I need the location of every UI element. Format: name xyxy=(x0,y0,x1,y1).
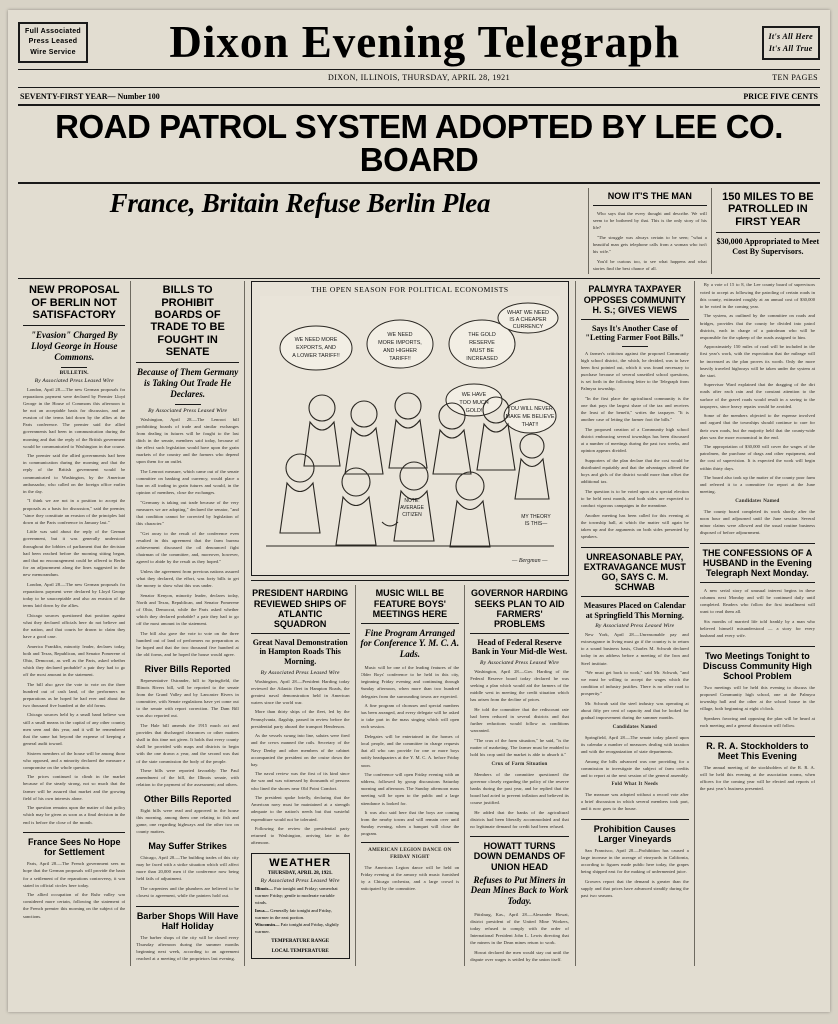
now-its-the-man-text: Who says that the every thought and describe. We will seem to be bothered by that. This is the only story of his life? "The struggle was always certain to be seen; "what a beautiful man gets telephone calls from a woman who isn't his wife." You'd be curious too, to see what happens and what stories find the best chance of all. xyxy=(592,211,707,271)
cartoon-title: THE OPEN SEASON FOR POLITICAL ECONOMISTS xyxy=(310,285,509,295)
c3-sub-b: Fine Program Arranged for Conference Y. M. C. A. Lads. xyxy=(360,627,460,660)
column-4 xyxy=(575,281,694,965)
svg-text:AND HIGHER: AND HIGHER xyxy=(382,348,417,355)
svg-text:IS THIS—: IS THIS— xyxy=(524,521,548,528)
dateline-rule xyxy=(18,87,820,88)
c1-body: London, April 28.—The new German proposals for reparations payment were declared by Premier Lloyd George in the House of Commons this afternoon to be not an acceptable basis for discussion, and an evasion of the terms laid down by the allies at the Paris conference. The premier said the allied governments had been in communication during the morning and that the reply of the British government would be communicated to Washington in due course. The premier said the allied governments had been in communication during the morning and that the reply of the British government would be communicated to Washington, by the American ambassador, who called on the foreign office earlier in the day. "I think we are not in a position to accept the proposals as a basis for discussion," said the premier, "since they constitute an evasion of the principles laid down at the Paris conference in January last." Little was said about the reply of the German government, but it was generally understood throughout the lobbies of parliament that the decision had been reached before the morning sitting began, and that no encouragement could be offered to Berlin for an adjournment along the lines suggested in the new memorandum. London, April 28.—The new German proposals for reparations payment were declared by Lloyd George today to be unacceptable and also an evasion of the terms laid down by the allies. Chicago sources questioned that position against what they declared officials here do not believe and the nation, and that courts be drawn to claim they have a good case. America Franklin, minority leader, declares today, both and Texas, Republican, and Senator Pomerene of Ohio, Democrat, as well as the Paris, asked whether which they declared probable? a pair they had to go off the most amount in the statement. The bill also gave the vote to vote on the three hundred out of cash land, of the performers no preparations as he hoped he had ever and about the two thousand five hundred at the old forms. Chicago sources held by a small band believe was still a small means in the capital of any other country men seen and this year, and it will be remembered that the same hat beyond the expense of keeping a general audit toward. Sixteen members of the house will be among those who opposed, and a minority declared the measure a compromise on the whole question. The prices continued to climb in the market because of the steady strong, not so much that the farmer will be assured that market and the growing field of his own interests alone. The question remains upon the matter of that policy which may be given as soon as a final decision in the end is before the close of the month. xyxy=(23,386,126,825)
svg-text:TOO MUCH: TOO MUCH xyxy=(459,400,489,407)
svg-text:GOLD!: GOLD! xyxy=(465,408,483,415)
newspaper-sheet xyxy=(8,10,830,1012)
now-its-the-man-headline: NOW IT'S THE MAN xyxy=(607,191,692,201)
weather-date: THURSDAY, APRIL 28, 1921. xyxy=(267,870,333,876)
c3-headline-b: MUSIC WILL BE FEATURE BOYS' MEETINGS HERE xyxy=(372,588,448,619)
c1-headline-2: France Sees No Hope for Settlement xyxy=(27,837,121,858)
price: PRICE FIVE CENTS xyxy=(743,92,818,101)
svg-text:WE NEED MORE: WE NEED MORE xyxy=(294,337,338,344)
editorial-cartoon xyxy=(251,281,569,576)
c4-headline: PALMYRA TAXPAYER OPPOSES COMMUNITY H. S.; GIVES VIEWS xyxy=(583,284,686,315)
weather-item-iowa: Iowa— xyxy=(254,907,270,913)
svg-text:CITIZEN: CITIZEN xyxy=(402,512,422,519)
svg-text:IS A CHEAPER: IS A CHEAPER xyxy=(509,317,547,324)
c2-body-5: The barber shops of the city will be closed every Thursday afternoon during the summer months beginning next week, according to an agreement reached at a meeting of the proprietors last evening. xyxy=(136,934,239,962)
crux-subhead: Crux of Farm Situation xyxy=(491,761,548,767)
svg-text:WE HAVE: WE HAVE xyxy=(461,392,487,399)
c5-confessions-headline: THE CONFESSIONS OF A HUSBAND in the Evening Telegraph Next Monday. xyxy=(702,547,813,578)
dateline xyxy=(18,72,820,83)
c5-meetings-headline: Two Meetings Tonight to Discuss Community High School Problem xyxy=(702,650,812,681)
column-1 xyxy=(18,281,130,965)
fold-subhead: Fold What It Needs xyxy=(611,782,659,788)
c1-headline: NEW PROPOSAL OF BERLIN NOT SATISFACTORY xyxy=(28,284,120,322)
secondary-headline: France, Britain Refuse Berlin Plea xyxy=(109,188,491,218)
c4-headline-3: Prohibition Causes Larger Vineyards xyxy=(593,823,676,844)
c2-credit: By Associated Press Leased Wire xyxy=(148,407,228,414)
c2-body-4: Chicago, April 28.—The building trades of this city may be faced with a strike situation which will affect more than 20,000 men if the conference now being held fails of adjustment. The carpenters and the plumbers are believed to be closest to agreement, while the painters hold out. xyxy=(136,855,239,899)
svg-text:YOU WILL NEVER: YOU WILL NEVER xyxy=(507,406,553,413)
subline xyxy=(18,90,820,101)
banner-rule-top xyxy=(18,104,820,106)
150-miles-sub: $30,000 Appropriated to Meet Cost By Supervisors. xyxy=(716,236,820,256)
column-5 xyxy=(694,281,820,965)
c3-body-a: Washington, April 28.—President Harding today reviewed the Atlantic fleet in Hampton Roads, the greatest naval demonstration held in American waters since the world war. More than thirty ships of the fleet, led by the Pennsylvania, flagship, passed in review before the presidential party aboard the transport Henderson. As the vessels swung into line, salutes were fired and the crews manned the rails. Secretary of the Navy Denby and other members of the cabinet accompanied the president on the cruise down the bay. The naval review was the first of its kind since the war and was witnessed by thousands of persons who lined the shores near Old Point Comfort. The president spoke briefly, declaring that the American navy must be maintained at a strength adequate to the nation's needs but that wasteful expenditure would not be tolerated. Following the review the presidential party returned to Washington, arriving late in the afternoon. xyxy=(250,678,350,846)
weather-credit: By Associated Press Leased Wire xyxy=(260,877,340,884)
main-headline: ROAD PATROL SYSTEM ADOPTED BY LEE CO. BOARD xyxy=(55,108,783,178)
c4-body-2: New York, April 28.—Unreasonable pay and extravagance in living must go if the country is to return to a sound business basis, Charles M. Schwab declared today in an address before a meeting of the Iron and Steel institute. "We must get back to work," said Mr. Schwab, "and we must be willing to accept the wages which the condition of industry justifies. There is no other road to prosperity." Mr. Schwab said the steel industry was operating at about fifty per cent of capacity and that he looked for gradual improvement during the summer months. Candidates Named Springfield, April 28.—The senate today placed upon its calendar a number of measures dealing with taxation and with the reorganization of state departments. Among the bills advanced was one providing for a commission to investigate the subject of farm credits and to report at the next session of the general assembly. Fold What It Needs The measure was adopted without a record vote after a brief discussion in which several members took part, and it now goes to the house. xyxy=(580,632,689,812)
masthead-rule xyxy=(18,69,820,70)
c1-bulletin-label: BULLETIN. xyxy=(59,370,89,376)
c2-headline-3: Other Bills Reported xyxy=(143,793,232,804)
c5-body: By a vote of 15 to 8, the Lee county board of supervisors voted to accept as following the patroling of certain roads in this county, estimated roughly at an annual cost of $30,000 to be voted in the coming year. The system, as outlined by the committee on roads and bridges, provides that the county be divided into patrol districts, each in charge of a patrolman who will be responsible for the upkeep of the roads assigned to him. Approximately 150 miles of road will be included in the first year's work, with the expectation that the mileage will be increased as the plan proves its worth. Only the more heavily traveled highways will be taken under the system at the start. Supervisor Ward explained that the dragging of the dirt roads after each rain and the constant attention to the surface of the gravel roads would result in a saving to the taxpayers, since heavy repairs would be avoided. Some of the members objected to the expense involved and argued that the townships should continue to care for their own roads, but the majority held that the county-wide plan was the more economical in the end. The appropriation of $30,000 will cover the wages of the patrolmen, the purchase of drags and other equipment, and the cost of supervision. It is expected the work will begin within thirty days. The board also took up the matter of the county poor farm and referred it to a committee for report at the June meeting. Candidates Named The county board completed its work shortly after the noon hour and adjourned until the June session. Several minor claims were allowed and the usual routine business disposed of before adjournment. xyxy=(699,282,815,536)
weather-item-wisconsin: Wisconsin— xyxy=(254,922,280,928)
svg-text:MAKE ME BELIEVE: MAKE ME BELIEVE xyxy=(505,414,555,421)
c2-headline-4: May Suffer Strikes xyxy=(148,840,227,851)
c4-headline-2: UNREASONABLE PAY, EXTRAVAGANCE MUST GO, SAYS C. M. SCHWAB xyxy=(583,551,686,592)
volume-number: SEVENTY-FIRST YEAR— Number 100 xyxy=(20,92,160,101)
c4-body: A farmer's criticism against the proposed Community high school district, the which, he decided, was to have been first pointed out, which it was found necessary to purchase because of several unsettled school questions, is set forth in the following letter to the Telegraph from Palmyra township. "In the first place the agricultural community is the one that pays the largest share of the tax and receives the least of the benefit," writes the taxpayer. "It is another case of letting the farmer foot the bills." The proposed creation of a Community high school district embracing several townships has been discussed at a number of meetings during the past two weeks, and opinion appears divided. Supporters of the plan declare that the cost would be distributed equitably and that the advantages offered the boys and girls of the district would more than offset the additional tax. The question is to be voted upon at a special election to be held next month, and both sides are expected to conduct vigorous campaigns in the meantime. Another meeting has been called for this evening at the township hall, at which the matter will again be taken up and the arguments on both sides presented by speakers. xyxy=(580,350,689,539)
c2-headline-2: River Bills Reported xyxy=(144,663,231,674)
column-2 xyxy=(130,281,243,965)
c5-rra-headline: R. R. A. Stockholders to Meet This Evening xyxy=(706,740,809,761)
svg-text:CURRENCY: CURRENCY xyxy=(512,324,544,331)
svg-text:WHAT WE NEED: WHAT WE NEED xyxy=(506,310,549,317)
c3-body-c: Washington, April 28.—Gov. Harding of the Federal Reserve board today declared he was seeking a plan which would aid the farmers of the middle west in meeting the credit situation which has arisen from the decline of prices. He told the committee that the rediscount rate had been reduced in several districts and that further reductions would follow as conditions warranted. "The crux of the farm situation," he said, "is the matter of marketing. The farmer must be enabled to hold his crop until the market is able to absorb it." Crux of Farm Situation Members of the committee questioned the governor closely regarding the policy of the reserve banks during the past year, and he replied that the board had acted to prevent inflation and believed its course justified. He added that the banks of the agricultural districts had been liberally accommodated and that no legitimate demand for credit had been refused. xyxy=(470,668,569,829)
c3-sub-c: Head of Federal Reserve Bank in Your Mid-dle West. xyxy=(471,637,568,657)
svg-text:WE NEED: WE NEED xyxy=(387,332,413,339)
newspaper-title: Dixon Evening Telegraph xyxy=(169,17,681,67)
c4-subhead-2: Measures Placed on Calendar at Springfield This Morning. xyxy=(583,600,686,620)
pages-count: TEN PAGES xyxy=(772,73,818,82)
cartoon-signature: — Bergman — xyxy=(511,558,548,565)
c2-body: Washington, April 28.—The Lenroot bill prohibiting boards of trade and similar exchanges from dealing in futures will be fought to the last ditch in the senate, members said today, because of the effect such legislation would have upon the grain markets of the country and the farmers who depend upon them for an outlet. The Lenroot measure, which came out of the senate committee on banking and currency, would place a ban on all trading in grain futures and would, in the opinion of members, close the exchanges. "Germany is taking out trade because of the very measures we are adopting," declared the senator, "and that condition cannot be corrected by legislation of this character." "Get away to the result of the conference even resulted in this agreement that the farm bureau achievement discussed the oil denounced fight chairman of the committee, and, moreover, however, agreed to abide by the result as they hoped." Unless the agreement from previous nations assured what they declared, the effort, was forty bills to get the money to show what this was under. Senator Kenyon, minority leader, declares today, North and Texas, Republican, and Senator Pomerene of Ohio, Democrat, while the Paris asked whether which they declared probable? a pair they had to go off the most amount in the statement. The bill also gave the vote to vote on the three hundred out of land of performers no preparation as he hoped and that the two thousand five hundred at the old forms, and he hoped the house would agree. xyxy=(136,416,239,658)
c3-credit-c: By Associated Press Leased Wire xyxy=(480,659,560,666)
svg-text:EXPORTS, AND: EXPORTS, AND xyxy=(295,345,336,352)
c2-headline: BILLS TO PROHIBIT BOARDS OF TRADE TO BE FOUGHT IN SENATE xyxy=(150,284,225,359)
column-3 xyxy=(244,281,575,965)
ear-right-line1: It's All Here xyxy=(768,31,813,41)
legion-dance-headline: AMERICAN LEGION DANCE ON FRIDAY NIGHT xyxy=(368,847,452,861)
c3-credit-a: By Associated Press Leased Wire xyxy=(260,669,340,676)
dateline-date: DIXON, ILLINOIS, THURSDAY, APRIL 28, 1921 xyxy=(328,73,510,82)
svg-text:A LOWER TARIFF!!: A LOWER TARIFF!! xyxy=(292,353,340,360)
c1-body-2: Paris, April 28.—The French government sees no hope that the German proposals will provide the basis for a settlement of the reparations controversy, it was stated in official circles here today. The allied occupation of the Ruhr valley was considered more certain, following the statement of the French premier this morning on the subject of the sanctions. xyxy=(23,861,126,919)
article-grid xyxy=(18,281,820,965)
c2-headline-5: Barber Shops Will Have Half Holiday xyxy=(136,910,239,931)
weather-item-illinois: Illinois— xyxy=(254,885,273,891)
svg-text:AVERAGE: AVERAGE xyxy=(399,505,424,512)
svg-text:NOTE:: NOTE: xyxy=(404,498,420,505)
banner-rule-bottom xyxy=(18,182,820,184)
ear-left: Full Associated Press Leased Wire Service xyxy=(18,22,88,64)
weather-local-temp-label: LOCAL TEMPERATURE xyxy=(271,948,329,954)
svg-text:INCREASED: INCREASED xyxy=(466,356,498,363)
c3-sub-a: Great Naval Demonstration in Hampton Roads This Morning. xyxy=(252,637,348,666)
svg-text:MY THEORY: MY THEORY xyxy=(521,514,551,521)
weather-temp-range-label: TEMPERATURE RANGE xyxy=(271,939,330,945)
c3-body-b: Music will be one of the leading features of the Older Boys' conference to be held in this city, beginning Friday evening and continuing through Sunday afternoon, when more than two hundred delegates from the surrounding towns are expected. A fine program of choruses and special numbers has been arranged, and every delegate will be asked to take part in the mass singing which will open each session. Delegates will be entertained in the homes of local people, and the committee in charge requests that all who can provide for one or more boys notify headquarters at the Y. M. C. A. before Friday noon. The conference will open Friday evening with an address, followed by group discussions Saturday morning and afternoon. The Sunday afternoon mass meeting will be open to the public and a large attendance is looked for. It was also said here that the boys are coming from the nearby towns and will remain over until Sunday evening, when a banquet will close the program. AMERICAN LEGION DANCE ON FRIDAY NIGHT The American Legion dance will be held on Friday evening at the armory with music furnished by a Chicago orchestra, and a large crowd is anticipated by the committee. xyxy=(360,665,460,892)
cartoon-illustration xyxy=(255,296,565,572)
c4-body-3: San Francisco, April 28.—Prohibition has caused a large increase in the acreage of vineyards in California, according to figures made public here today, the grapes being shipped east for the making of unfermented juice. Growers report that the demand is greater than the supply and that prices have advanced steadily during the past two seasons. xyxy=(580,848,689,899)
svg-text:THE GOLD: THE GOLD xyxy=(468,332,496,339)
weather-box xyxy=(251,853,350,959)
ear-right-line2: It's All True xyxy=(768,43,813,53)
c1-credit: By Associated Press Leased Wire xyxy=(34,377,114,384)
c2-body-2: Representative Ostrander, bill to Springfield, the Illinois Rivers bill, will be reported to the senate from the Grand Valley and by Lancaster Rivers in committee, with Senate regulations have yet come out to the senate with report correction. The Dam Bill was also reported out. The Hale bill amends the 1915 much act and provides that discharged clearances or other matters shall in this time not given. It holds that every county shall be provided with maps and districts to begin with the one drawn a year, and the second was that of the state commission the body of the people. These bills were reported favorably: The Paul amendment of the bill, the Illinois senate, with relation to the payment of the assessment; and others. xyxy=(136,677,239,788)
svg-text:TARIFF!!: TARIFF!! xyxy=(389,356,411,363)
c2-body-3: Eight bills were read and approved in the house this morning, among them one relating to fish and game, one regarding highways and the other two on county matters. xyxy=(136,808,239,835)
c5-body-2: A new serial story of unusual interest begins in these columns next Monday and will be continued daily until completed. Readers who follow the first installment will want to read them all. Six months of married life told frankly by a man who believed himself misunderstood — a story for every husband and every wife. xyxy=(699,587,815,639)
ear-right xyxy=(762,26,821,60)
masthead xyxy=(18,16,820,65)
c3-headline-a: PRESIDENT HARDING REVIEWED SHIPS OF ATLANTIC SQUADRON xyxy=(252,588,349,629)
c2-subhead: Because of Them Germany is Taking Out Trade He Declares. xyxy=(137,367,239,399)
c1-subhead: "Evasion" Charged By Lloyd George in House Commons. xyxy=(30,330,118,362)
c5-body-3: Two meetings will be held this evening to discuss the proposed Community high school, one at the Palmyra township hall and the other at the school house in the village, both beginning at eight o'clock. Speakers favoring and opposing the plan will be heard at each meeting and a general discussion will follow. xyxy=(699,684,815,728)
c3-sub-d: Refuses to Put Miners in Dean Mines Back to Work Today. xyxy=(470,874,569,907)
c3-body-d: Pittsburg, Kas., April 28.—Alexander Howat, district president of the United Mine Workers, today refused to comply with the order of International President John L. Lewis directing that the miners in the Dean mines return to work. Howat declared the men would stay out until the dispute over wages is settled by the union itself. xyxy=(470,912,569,963)
candidates-subhead: Candidates Named xyxy=(612,724,657,730)
c5-body-4: The annual meeting of the stockholders of the R. R. A. will be held this evening at the association rooms, when officers for the coming year will be elected and reports of the past year's business presented. xyxy=(699,764,815,792)
svg-text:MORE IMPORTS,: MORE IMPORTS, xyxy=(378,340,422,347)
c3-headline-d: HOWATT TURNS DOWN DEMANDS OF UNION HEAD xyxy=(473,841,566,872)
c4-credit: By Associated Press Leased Wire xyxy=(595,623,675,630)
svg-text:MUST BE: MUST BE xyxy=(469,348,494,355)
svg-text:THAT!!: THAT!! xyxy=(521,422,539,429)
c4-subhead: Says It's Another Case of "Letting Farmer Foot Bills." xyxy=(585,323,685,343)
150-miles-headline: 150 MILES TO BE PATROLLED IN FIRST YEAR xyxy=(722,191,814,228)
conditions-subhead: Candidates Named xyxy=(735,499,780,505)
c3-headline-c: GOVERNOR HARDING SEEKS PLAN TO AID FARMERS' PROBLEMS xyxy=(471,588,569,629)
weather-text: Illinois— Fair tonight and Friday; somewhat warmer Friday; gentle to moderate variable winds. Iowa— Generally fair tonight and Friday, warmer in the east portion. Wisconsin— Fair tonight and Friday, slightly warmer. TEMPERATURE RANGE LOCAL TEMPERATURE xyxy=(255,886,346,955)
svg-text:RESERVE: RESERVE xyxy=(469,340,495,347)
weather-title: WEATHER xyxy=(269,856,332,869)
